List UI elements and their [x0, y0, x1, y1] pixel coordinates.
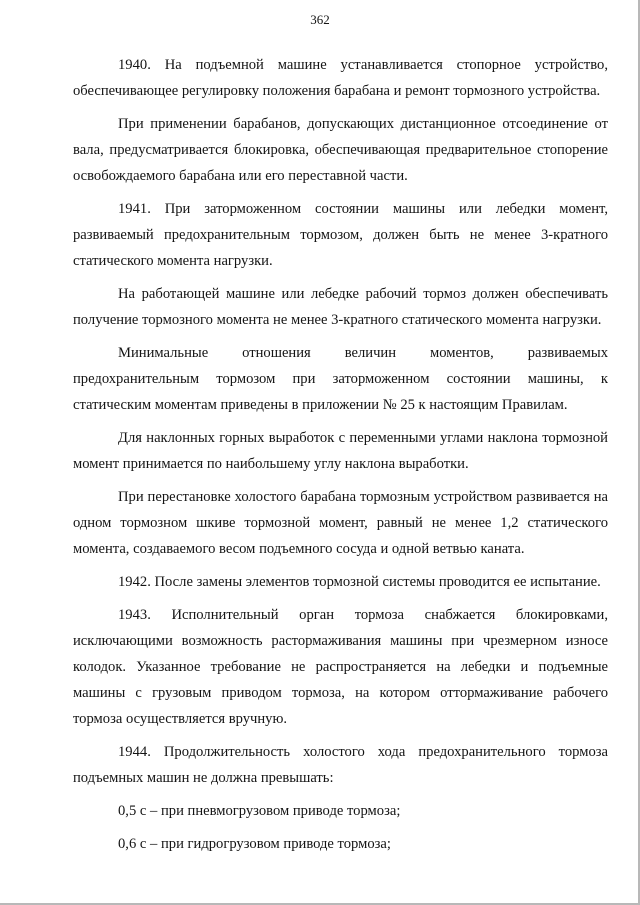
paragraph-min-ratios: Минимальные отношения величин моментов, развиваемых предохранительным тормозом при заторможенном состоянии машины, к статическим моментам приведены в приложении № 25 к настоящим Правилам. [73, 345, 608, 413]
paragraph-drum-disconnect: При применении барабанов, допускающих дистанционное отсоединение от вала, предусматривается блокировка, обеспечивающая предварительное стопорение освобождаемого барабана или его переставной части. [73, 116, 608, 184]
paragraph-hydraulic-drive: 0,6 с – при гидрогрузовом приводе тормоза; [118, 836, 391, 852]
paragraph-working-brake: На работающей машине или лебедке рабочий тормоз должен обеспечивать получение тормозного момента не менее 3-кратного статического момента нагрузки. [73, 286, 608, 328]
paragraph-inclined-workings: Для наклонных горных выработок с переменными углами наклона тормозной момент принимается по наибольшему углу наклона выработки. [73, 430, 608, 472]
paragraph-pneumatic-drive: 0,5 с – при пневмогрузовом приводе тормоза; [118, 803, 401, 819]
page-number: 362 [310, 12, 330, 27]
paragraph-1944: 1944. Продолжительность холостого хода предохранительного тормоза подъемных машин не должна превышать: [73, 744, 608, 786]
paragraph-idle-drum: При перестановке холостого барабана тормозным устройством развивается на одном тормозном шкиве тормозной момент, равный не менее 1,2 статического момента, создаваемого весом подъемного сосуда и одной ветвью каната. [73, 489, 608, 557]
paragraph-1941: 1941. При заторможенном состоянии машины или лебедки момент, развиваемый предохранительным тормозом, должен быть не менее 3-кратного статического момента нагрузки. [73, 201, 608, 269]
paragraph-1942: 1942. После замены элементов тормозной системы проводится ее испытание. [118, 574, 601, 590]
body-text [73, 52, 608, 857]
paragraph-1943: 1943. Исполнительный орган тормоза снабжается блокировками, исключающими возможность растормаживания машины при чрезмерном износе колодок. Указанное требование не распространяется на лебедки и подъемные машины с грузовым приводом тормоза, на котором оттормаживание рабочего тормоза осуществляется вручную. [73, 607, 608, 727]
paragraph-1940: 1940. На подъемной машине устанавливается стопорное устройство, обеспечивающее регулировку положения барабана и ремонт тормозного устройства. [73, 57, 608, 99]
